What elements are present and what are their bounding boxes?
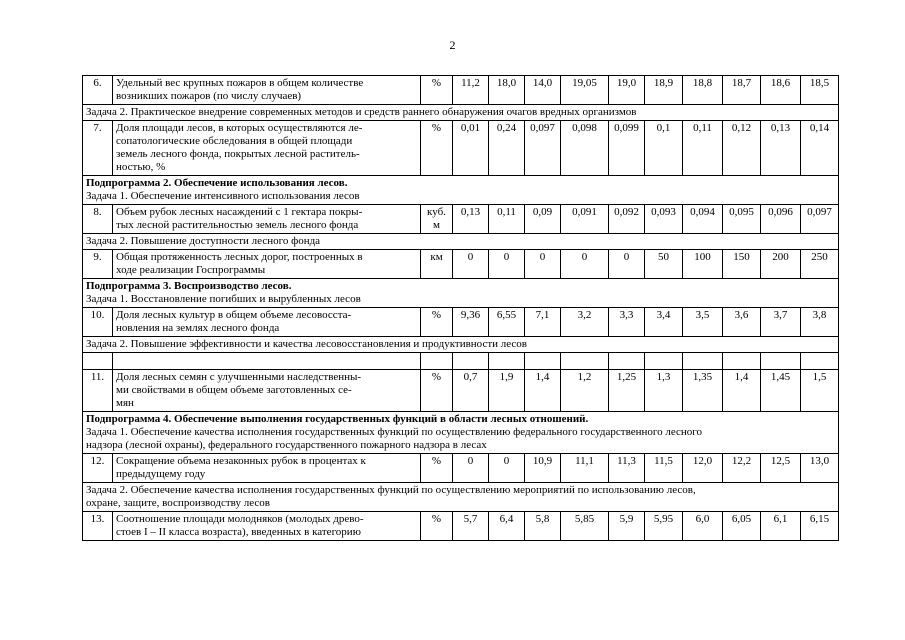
indicator-name: Доля лесных культур в общем объеме лесовосста- новления на землях лесного фонда (113, 308, 421, 337)
unit-cell: % (421, 512, 453, 541)
value-cell: 200 (761, 250, 801, 279)
task-heading-continuation: охране, защите, воспроизводству лесов (86, 497, 270, 509)
value-cell: 3,5 (683, 308, 723, 337)
value-cell: 3,3 (609, 308, 645, 337)
empty-cell (489, 353, 525, 370)
value-cell: 18,8 (683, 76, 723, 105)
value-cell: 9,36 (453, 308, 489, 337)
table-row (83, 308, 839, 337)
row-number: 13. (83, 512, 113, 541)
task-heading: Задача 1. Восстановление погибших и вырубленных лесов (86, 293, 361, 305)
table-row (83, 512, 839, 541)
value-cell: 18,7 (723, 76, 761, 105)
unit-cell: % (421, 308, 453, 337)
value-cell: 1,4 (723, 370, 761, 412)
value-cell: 0,094 (683, 205, 723, 234)
value-cell: 18,5 (801, 76, 839, 105)
value-cell: 0 (609, 250, 645, 279)
empty-cell (525, 353, 561, 370)
value-cell: 5,95 (645, 512, 683, 541)
value-cell: 18,9 (645, 76, 683, 105)
value-cell: 0,13 (453, 205, 489, 234)
value-cell: 18,6 (761, 76, 801, 105)
value-cell: 10,9 (525, 454, 561, 483)
value-cell: 0,099 (609, 121, 645, 176)
table-row (83, 454, 839, 483)
row-number: 12. (83, 454, 113, 483)
empty-cell (609, 353, 645, 370)
indicator-name: Сокращение объема незаконных рубок в процентах к предыдущему году (113, 454, 421, 483)
value-cell: 100 (683, 250, 723, 279)
indicators-table (82, 75, 839, 541)
value-cell: 0,12 (723, 121, 761, 176)
value-cell: 5,9 (609, 512, 645, 541)
value-cell: 19,05 (561, 76, 609, 105)
subprogram-heading: Подпрограмма 4. Обеспечение выполнения государственных функций в области лесных отношений. (86, 413, 589, 425)
indicator-name: Удельный вес крупных пожаров в общем количестве возникших пожаров (по числу случаев) (113, 76, 421, 105)
value-cell: 0,098 (561, 121, 609, 176)
task-heading: Задача 1. Обеспечение интенсивного использования лесов (86, 190, 360, 202)
value-cell: 6,0 (683, 512, 723, 541)
value-cell: 1,25 (609, 370, 645, 412)
subprogram-heading: Подпрограмма 2. Обеспечение использования лесов. (86, 177, 348, 189)
table-row (83, 370, 839, 412)
value-cell: 250 (801, 250, 839, 279)
value-cell: 0,1 (645, 121, 683, 176)
row-number: 8. (83, 205, 113, 234)
subprogram-row (83, 412, 839, 454)
subprogram-row (83, 176, 839, 205)
value-cell: 11,5 (645, 454, 683, 483)
task-row (83, 483, 839, 512)
value-cell: 0,7 (453, 370, 489, 412)
row-number: 9. (83, 250, 113, 279)
subprogram-block (83, 412, 839, 454)
spacer-row (83, 353, 839, 370)
value-cell: 1,45 (761, 370, 801, 412)
unit-cell: км (421, 250, 453, 279)
unit-cell: % (421, 121, 453, 176)
empty-cell (113, 353, 421, 370)
value-cell: 7,1 (525, 308, 561, 337)
empty-cell (561, 353, 609, 370)
value-cell: 1,3 (645, 370, 683, 412)
task-heading: Задача 2. Повышение доступности лесного фонда (83, 234, 839, 250)
value-cell: 0,11 (489, 205, 525, 234)
value-cell: 0 (453, 250, 489, 279)
empty-cell (645, 353, 683, 370)
value-cell: 0,091 (561, 205, 609, 234)
value-cell: 0,097 (801, 205, 839, 234)
task-heading: Задача 1. Обеспечение качества исполнения государственных функций по осуществлению федерального государственного лесного (86, 426, 702, 438)
unit-cell: % (421, 76, 453, 105)
value-cell: 0,097 (525, 121, 561, 176)
row-number: 7. (83, 121, 113, 176)
value-cell: 14,0 (525, 76, 561, 105)
value-cell: 3,2 (561, 308, 609, 337)
indicator-name: Соотношение площади молодняков (молодых древо- стоев I – II класса возраста), введенных в категорию (113, 512, 421, 541)
value-cell: 6,1 (761, 512, 801, 541)
value-cell: 12,5 (761, 454, 801, 483)
row-number: 6. (83, 76, 113, 105)
value-cell: 0,24 (489, 121, 525, 176)
empty-cell (683, 353, 723, 370)
table-row (83, 76, 839, 105)
empty-cell (421, 353, 453, 370)
empty-cell (723, 353, 761, 370)
subprogram-heading: Подпрограмма 3. Воспроизводство лесов. (86, 280, 292, 292)
value-cell: 0,093 (645, 205, 683, 234)
value-cell: 0 (489, 454, 525, 483)
value-cell: 1,2 (561, 370, 609, 412)
task-heading: Задача 2. Обеспечение качества исполнения государственных функций по осуществлению мероприятий по использованию лесов, (86, 484, 696, 496)
value-cell: 0 (525, 250, 561, 279)
value-cell: 12,0 (683, 454, 723, 483)
task-row (83, 234, 839, 250)
value-cell: 13,0 (801, 454, 839, 483)
indicator-name: Доля лесных семян с улучшенными наследственны- ми свойствами в общем объеме заготовленных се- мян (113, 370, 421, 412)
value-cell: 12,2 (723, 454, 761, 483)
subprogram-block (83, 176, 839, 205)
table-row (83, 121, 839, 176)
value-cell: 0,092 (609, 205, 645, 234)
value-cell: 6,15 (801, 512, 839, 541)
value-cell: 6,4 (489, 512, 525, 541)
page-number: 2 (449, 38, 456, 52)
value-cell: 5,7 (453, 512, 489, 541)
indicator-name: Общая протяженность лесных дорог, построенных в ходе реализации Госпрограммы (113, 250, 421, 279)
value-cell: 0,14 (801, 121, 839, 176)
subprogram-row (83, 279, 839, 308)
task-heading-continuation: надзора (лесной охраны), федерального государственного пожарного надзора в лесах (86, 439, 487, 451)
value-cell: 3,6 (723, 308, 761, 337)
value-cell: 0 (453, 454, 489, 483)
value-cell: 11,2 (453, 76, 489, 105)
value-cell: 1,9 (489, 370, 525, 412)
value-cell: 0,01 (453, 121, 489, 176)
row-number: 10. (83, 308, 113, 337)
unit-cell: % (421, 454, 453, 483)
value-cell: 1,5 (801, 370, 839, 412)
value-cell: 6,55 (489, 308, 525, 337)
empty-cell (801, 353, 839, 370)
indicator-name: Доля площади лесов, в которых осуществляются ле- сопатологические обследования в общей площади земель лесного фонда, покрытых лесной раститель- ностью, % (113, 121, 421, 176)
value-cell: 19,0 (609, 76, 645, 105)
value-cell: 50 (645, 250, 683, 279)
subprogram-block (83, 279, 839, 308)
row-number: 11. (83, 370, 113, 412)
value-cell: 5,8 (525, 512, 561, 541)
table-row (83, 250, 839, 279)
value-cell: 18,0 (489, 76, 525, 105)
unit-cell: куб. м (421, 205, 453, 234)
task-row (83, 337, 839, 353)
task-block (83, 483, 839, 512)
value-cell: 0,096 (761, 205, 801, 234)
value-cell: 5,85 (561, 512, 609, 541)
empty-cell (453, 353, 489, 370)
value-cell: 3,8 (801, 308, 839, 337)
empty-cell (83, 353, 113, 370)
table-row (83, 205, 839, 234)
task-heading: Задача 2. Практическое внедрение современных методов и средств раннего обнаружения очагов вредных организмов (83, 105, 839, 121)
value-cell: 0 (489, 250, 525, 279)
value-cell: 11,1 (561, 454, 609, 483)
value-cell: 6,05 (723, 512, 761, 541)
task-heading: Задача 2. Повышение эффективности и качества лесовосстановления и продуктивности лесов (83, 337, 839, 353)
value-cell: 11,3 (609, 454, 645, 483)
value-cell: 150 (723, 250, 761, 279)
value-cell: 3,4 (645, 308, 683, 337)
value-cell: 0,09 (525, 205, 561, 234)
task-row (83, 105, 839, 121)
empty-cell (761, 353, 801, 370)
value-cell: 0,13 (761, 121, 801, 176)
unit-cell: % (421, 370, 453, 412)
indicator-name: Объем рубок лесных насаждений с 1 гектара покры- тых лесной растительностью земель лесного фонда (113, 205, 421, 234)
value-cell: 3,7 (761, 308, 801, 337)
value-cell: 1,4 (525, 370, 561, 412)
value-cell: 1,35 (683, 370, 723, 412)
value-cell: 0,11 (683, 121, 723, 176)
value-cell: 0,095 (723, 205, 761, 234)
value-cell: 0 (561, 250, 609, 279)
